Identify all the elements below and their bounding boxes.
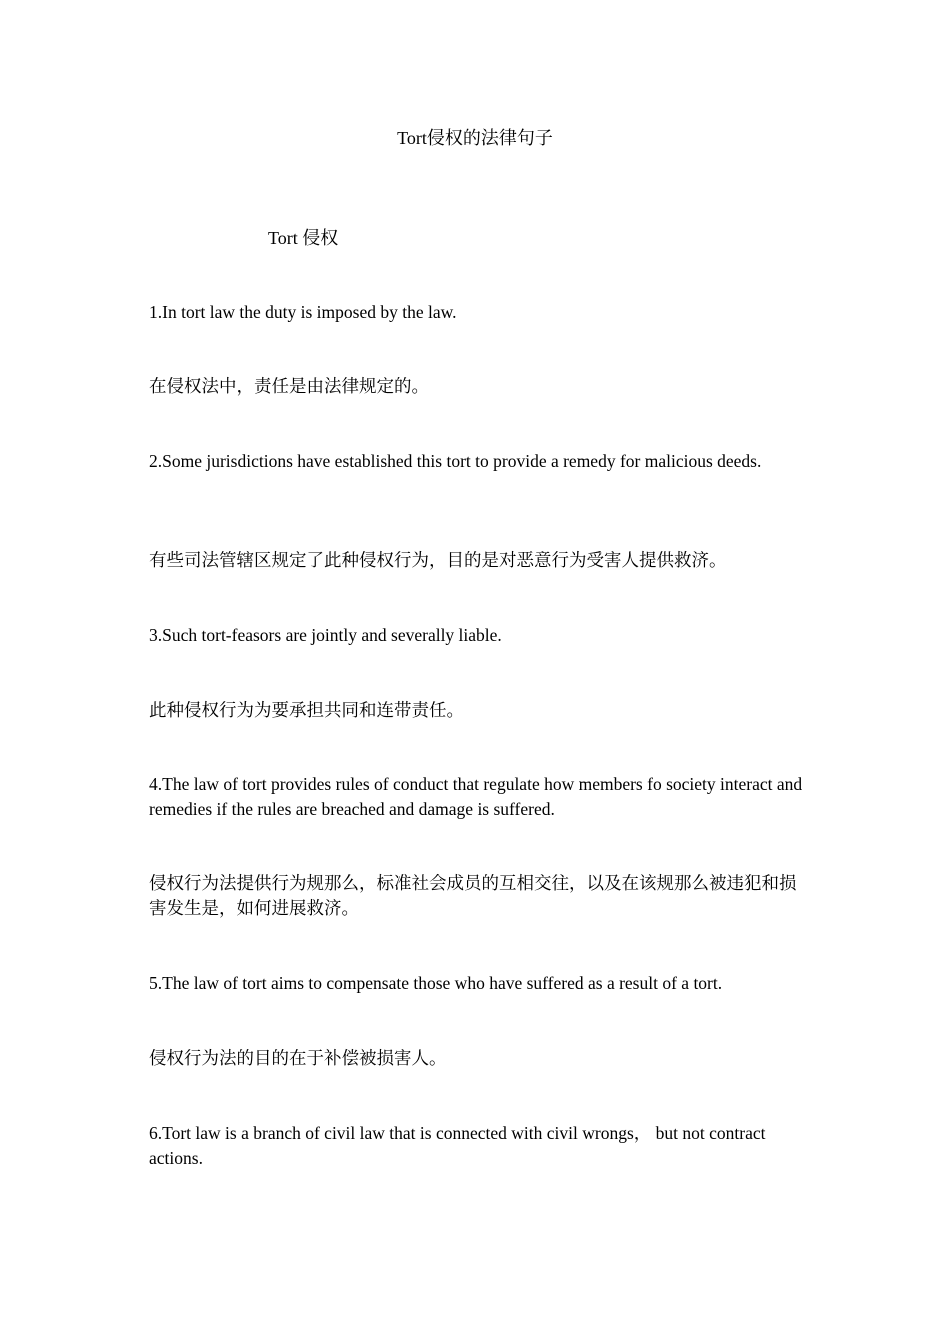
- section-heading: Tort 侵权: [268, 228, 339, 248]
- paragraph-1-en: 1.In tort law the duty is imposed by the law.: [149, 302, 457, 322]
- paragraph-2-zh: 有些司法管辖区规定了此种侵权行为，目的是对恶意行为受害人提供救济。: [149, 550, 727, 570]
- paragraph-4-zh: 侵权行为法提供行为规那么，标准社会成员的互相交往，以及在该规那么被违犯和损害发生是，如何进展救济。: [149, 873, 797, 918]
- document-title: Tort侵权的法律句子: [397, 128, 553, 148]
- paragraph-6-en: 6.Tort law is a branch of civil law that is connected with civil wrongs， but not contract actions.: [149, 1123, 766, 1168]
- paragraph-2-en: 2.Some jurisdictions have established this tort to provide a remedy for malicious deeds.: [149, 451, 762, 471]
- paragraph-1-zh: 在侵权法中，责任是由法律规定的。: [149, 376, 429, 396]
- paragraph-4-en: 4.The law of tort provides rules of conduct that regulate how members fo society interact and remedies if the rules are breached and damage is suffered.: [149, 774, 803, 819]
- paragraph-3-en: 3.Such tort-feasors are jointly and severally liable.: [149, 625, 502, 645]
- paragraph-3-zh: 此种侵权行为为要承担共同和连带责任。: [149, 700, 464, 720]
- paragraph-5-zh: 侵权行为法的目的在于补偿被损害人。: [149, 1048, 447, 1068]
- paragraph-5-en: 5.The law of tort aims to compensate those who have suffered as a result of a tort.: [149, 973, 723, 993]
